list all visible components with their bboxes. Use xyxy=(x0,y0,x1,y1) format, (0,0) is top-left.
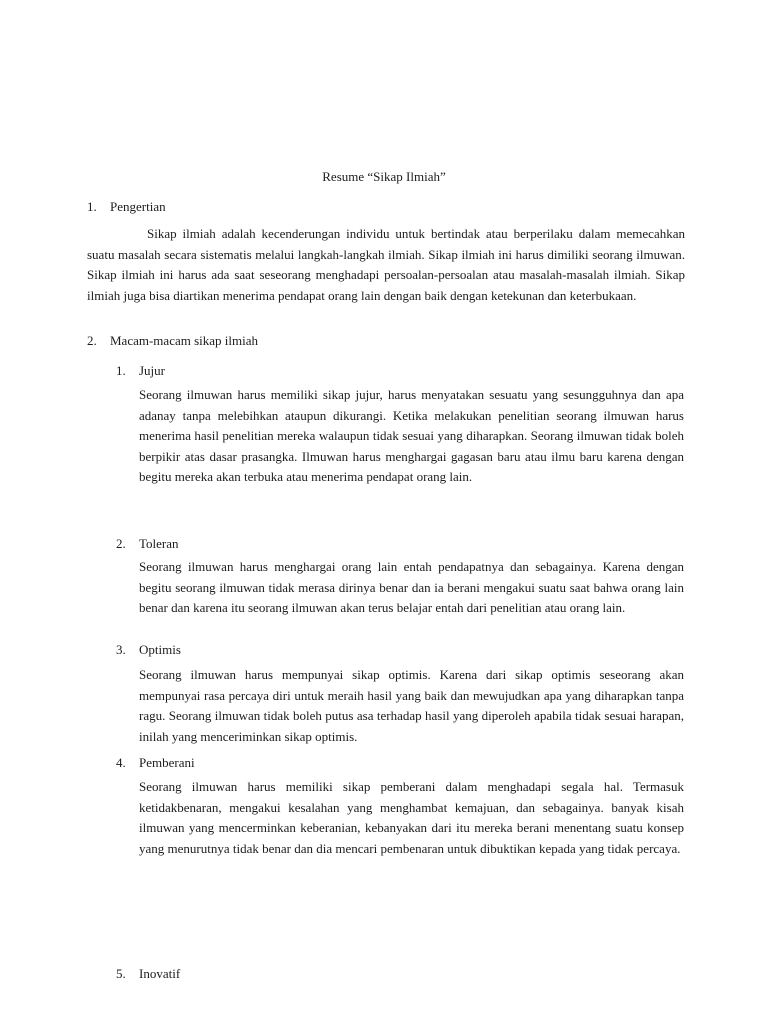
subsection-number: 5. xyxy=(116,966,126,981)
subsection-number: 1. xyxy=(116,363,126,378)
pemberani-paragraph: Seorang ilmuwan harus memiliki sikap pemberani dalam menghadapi segala hal. Termasuk ketidakbenaran, mengakui kesalahan yang menghambat kemajuan, dan sebagainya. banyak kisah ilmuwan yang mencerminkan keberanian, kebanyakan dari itu mereka berani menentang suatu konsep yang menurutnya tidak benar dan dia mencari pembenaran untuk dibuktikan kepada yang tidak percaya. xyxy=(139,779,684,856)
section-heading-text: Pengertian xyxy=(110,199,166,214)
subsection-heading-pemberani xyxy=(116,754,195,772)
subsection-number: 3. xyxy=(116,642,126,657)
optimis-paragraph: Seorang ilmuwan harus mempunyai sikap optimis. Karena dari sikap optimis seseorang akan mempunyai rasa percaya diri untuk meraih hasil yang baik dan mewujudkan apa yang diharapkan tanpa ragu. Seorang ilmuwan tidak boleh putus asa terhadap hasil yang diperoleh apabila tidak sesuai harapan, inilah yang menceriminkan sikap optimis. xyxy=(139,667,684,744)
subsection-heading-text: Pemberani xyxy=(139,755,195,770)
subsection-number: 2. xyxy=(116,536,126,551)
subsection-heading-toleran xyxy=(116,535,179,553)
document-title: Resume “Sikap Ilmiah” xyxy=(322,169,446,184)
section-heading-macam xyxy=(87,332,258,350)
section-number: 1. xyxy=(87,199,97,214)
section-heading-pengertian xyxy=(87,198,166,216)
subsection-heading-jujur xyxy=(116,362,165,380)
toleran-paragraph: Seorang ilmuwan harus menghargai orang lain entah pendapatnya dan sebagainya. Karena dengan begitu seorang ilmuwan tidak merasa dirinya benar dan ia berani mengakui suatu saat bahwa orang lain benar dan karena itu seorang ilmuwan akan terus belajar entah dari penelitian atau orang lain. xyxy=(139,559,684,615)
subsection-heading-optimis xyxy=(116,641,181,659)
subsection-heading-text: Toleran xyxy=(139,536,179,551)
subsection-heading-text: Inovatif xyxy=(139,966,181,981)
subsection-number: 4. xyxy=(116,755,126,770)
section-number: 2. xyxy=(87,333,97,348)
section-heading-text: Macam-macam sikap ilmiah xyxy=(110,333,259,348)
jujur-paragraph: Seorang ilmuwan harus memiliki sikap jujur, harus menyatakan sesuatu yang sesungguhnya dan apa adanay tanpa melebihkan ataupun dikurangi. Ketika melakukan penelitian seorang ilmuwan harus menerima hasil penelitian mereka walaupun tidak sesuai yang diharapkan. Seorang ilmuwan tidak boleh berpikir atas dasar prasangka. Ilmuwan harus menghargai gagasan baru atau ilmu baru karena dengan begitu mereka akan terbuka atau menerima pendapat orang lain. xyxy=(139,387,684,484)
subsection-heading-text: Optimis xyxy=(139,642,181,657)
pengertian-paragraph: Sikap ilmiah adalah kecenderungan individu untuk bertindak atau berperilaku dalam memecahkan suatu masalah secara sistematis melalui langkah-langkah ilmiah. Sikap ilmiah ini harus dimiliki seorang ilmuwan. Sikap ilmiah ini harus ada saat seseorang menghadapi persoalan-persoalan atau masalah-masalah ilmiah. Sikap ilmiah juga bisa diartikan menerima pendapat orang lain dengan baik dengan ketekunan dan keterbukaan. xyxy=(87,226,685,303)
subsection-heading-inovatif xyxy=(116,965,180,983)
subsection-heading-text: Jujur xyxy=(139,363,165,378)
